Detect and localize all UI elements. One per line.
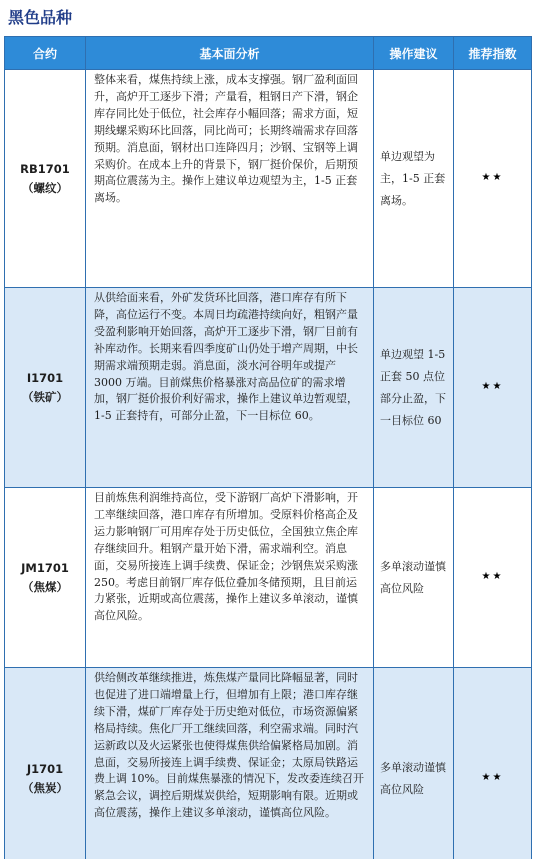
- advice-cell: 单边观望 1-5 正套 50 点位部分止盈，下一目标位 60: [374, 288, 454, 488]
- table-row: [5, 488, 532, 668]
- analysis-cell: 从供给面来看，外矿发货环比回落，港口库存有所下降，高位运行不变。本周日均疏港持续向好，粗钢产量受盈利影响开始回落，高炉开工逐步下滑，钢厂目前有补库动作。长期来看四季度矿山仍处于增产周期，中长期需求端预期走弱。消息面，淡水河谷明年或提产 3000 万端。目前煤焦价格暴涨对高品位矿的需求增加，钢厂挺价报价利好需求，操作上建议单边暂观望，1-5 正套持有，可部分止盈，下一目标位 60。: [86, 288, 374, 488]
- contract-name: （焦炭）: [22, 780, 68, 795]
- rating-stars: ★★: [454, 70, 532, 288]
- contract-name: （铁矿）: [22, 389, 68, 404]
- contract-name: （螺纹）: [22, 180, 68, 195]
- contract-code: RB1701: [20, 161, 70, 176]
- table-row: [5, 70, 532, 288]
- analysis-cell: 目前炼焦利润维持高位，受下游钢厂高炉下滑影响，开工率继续回落，港口库存有所增加。受原料价格高企及运力影响钢厂可用库存处于历史低位，全国独立焦企库存继续回升。粗钢产量开始下滑，需求端利空。消息面，交易所接连上调手续费、保证金；沙钢焦炭采购涨 250。考虑目前钢厂库存低位叠加冬储预期，且目前运力紧张，近期或高位震荡，操作上建议多单滚动，谨慎高位风险。: [86, 488, 374, 668]
- contract-name: （焦煤）: [22, 579, 68, 594]
- table-row: [5, 288, 532, 488]
- contract-cell: [5, 70, 86, 288]
- rating-stars: ★★: [454, 668, 532, 859]
- header-analysis: 基本面分析: [86, 37, 374, 70]
- rating-stars: ★★: [454, 288, 532, 488]
- header-contract: 合约: [5, 37, 86, 70]
- black-commodities-table: [4, 36, 532, 859]
- header-row: [5, 37, 532, 70]
- header-advice: 操作建议: [374, 37, 454, 70]
- contract-code: JM1701: [21, 560, 69, 575]
- section-title: 黑色品种: [8, 8, 73, 27]
- rating-stars: ★★: [454, 488, 532, 668]
- advice-cell: 单边观望为主，1-5 正套离场。: [374, 70, 454, 288]
- contract-cell: [5, 288, 86, 488]
- contract-code: J1701: [26, 761, 64, 776]
- contract-cell: [5, 668, 86, 859]
- contract-cell: [5, 488, 86, 668]
- header-rating: 推荐指数: [454, 37, 532, 70]
- advice-cell: 多单滚动谨慎高位风险: [374, 668, 454, 859]
- table-row: [5, 668, 532, 859]
- advice-cell: 多单滚动谨慎高位风险: [374, 488, 454, 668]
- contract-code: I1701: [26, 370, 64, 385]
- analysis-cell: 整体来看，煤焦持续上涨，成本支撑强。钢厂盈利面回升，高炉开工逐步下滑；产量看，粗钢日产下滑，钢企库存同比处于低位，社会库存小幅回落；需求方面，短期线螺采购环比回落，同比尚可；长期终端需求存回落预期。消息面，钢材出口连降四月；沙钢、宝钢等上调采购价。在成本上升的背景下，钢厂挺价保价，后期预期高位震荡为主。操作上建议单边观望为主，1-5 正套离场。: [86, 70, 374, 288]
- analysis-cell: 供给侧改革继续推进，炼焦煤产量同比降幅显著，同时也促进了进口端增量上行，但增加有上限；港口库存继续下滑，煤矿厂库存处于历史绝对低位，市场资源偏紧格局持续。焦化厂开工继续回落，利空需求端。同时汽运新政以及火运紧张也使得煤焦供给偏紧格局加剧。消息面，交易所接连上调手续费、保证金；太原局铁路运费上调 10%。目前煤焦暴涨的情况下，发改委连续召开紧急会议，调控后期煤炭供给，短期影响有限。近期或高位震荡，操作上建议多单滚动，谨慎高位风险。: [86, 668, 374, 859]
